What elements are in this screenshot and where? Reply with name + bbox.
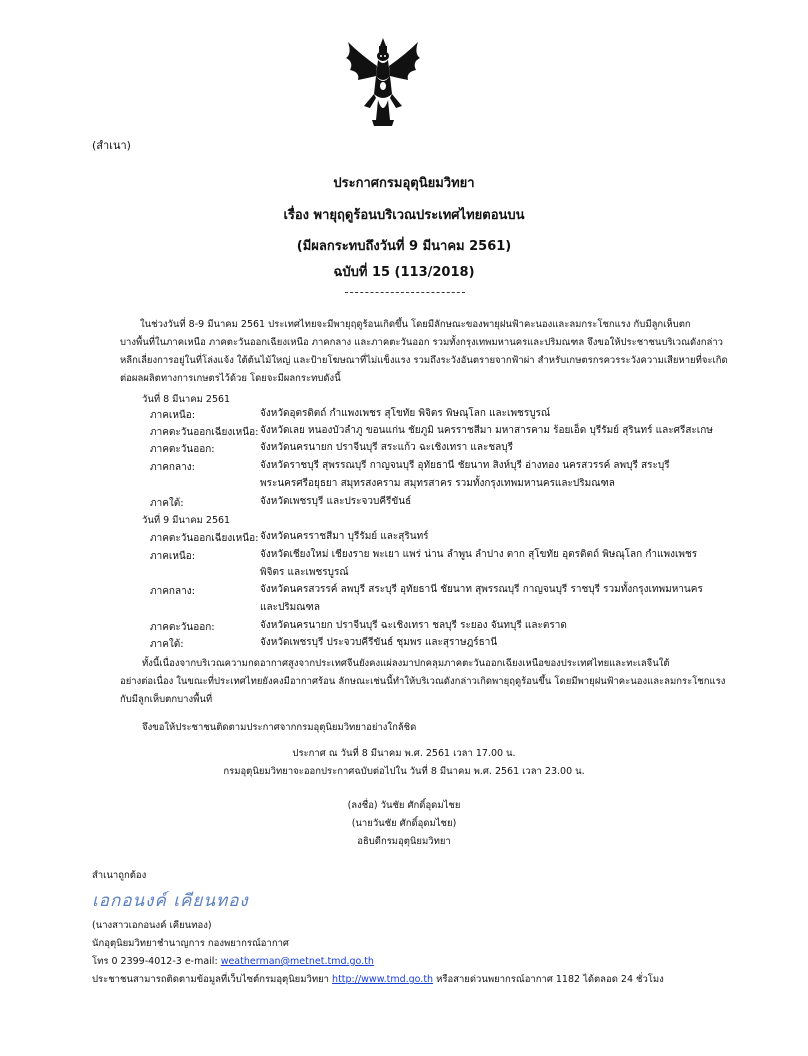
region-label: ภาคตะวันออก: bbox=[150, 444, 215, 455]
announce-date: ประกาศ ณ วันที่ 8 มีนาคม พ.ศ. 2561 เวลา 17.00 น. bbox=[292, 748, 516, 759]
province-list: จังหวัดราชบุรี สุพรรณบุรี กาญจนบุรี อุทัยธานี ชัยนาท สิงห์บุรี อ่างทอง นครสวรรค์ ลพบุรี สระบุรี bbox=[260, 460, 670, 471]
closing-line: อย่างต่อเนื่อง ในขณะที่ประเทศไทยยังคงมีอากาศร้อน ลักษณะเช่นนี้ทำให้บริเวณดังกล่าวเกิดพายุฤดูร้อนขึ้น โดยมีพายุฝนฟ้าคะนองและลมกระโชกแรง bbox=[120, 676, 726, 687]
closing-line: ทั้งนี้เนื่องจากบริเวณความกดอากาศสูงจากประเทศจีนยังคงแผ่ลงมาปกคลุมภาคตะวันออกเฉียงเหนือของประเทศไทยและทะเลจีนใต้ bbox=[142, 658, 670, 669]
region-label: ภาคตะวันออกเฉียงเหนือ: bbox=[150, 427, 259, 438]
closing-paragraph bbox=[120, 655, 726, 709]
phone-text: โทร 0 2399-4012-3 e-mail: bbox=[92, 956, 221, 967]
day2-date: วันที่ 9 มีนาคม 2561 bbox=[142, 515, 231, 526]
province-list: จังหวัดนครราชสีมา บุรีรัมย์ และสุรินทร์ bbox=[260, 531, 429, 542]
province-list: จังหวัดเพชรบุรี ประจวบคีรีขันธ์ ชุมพร และสุราษฎร์ธานี bbox=[260, 637, 498, 648]
advice-text: จึงขอให้ประชาชนติดตามประกาศจากกรมอุตุนิยมวิทยาอย่างใกล้ชิด bbox=[142, 722, 417, 733]
intro-line: หลีกเลี่ยงการอยู่ในที่โล่งแจ้ง ใต้ต้นไม้ใหญ่ และป้ายโฆษณาที่ไม่แข็งแรง รวมถึงระวังอันตรายจากฟ้าผ่า สำหรับเกษตรกรควรระวังความเสียหายที่จะเกิด bbox=[120, 355, 728, 366]
website-prefix: ประชาชนสามารถติดตามข้อมูลที่เว็บไซต์กรมอุตุนิยมวิทยา bbox=[92, 974, 333, 985]
province-list: จังหวัดเพชรบุรี และประจวบคีรีขันธ์ bbox=[260, 496, 412, 507]
province-list: พิจิตร และเพชรบูรณ์ bbox=[260, 567, 349, 578]
announcement-subject: เรื่อง พายุฤดูร้อนบริเวณประเทศไทยตอนบน bbox=[283, 208, 525, 223]
region-label: ภาคใต้: bbox=[150, 498, 184, 509]
announcement-title: ประกาศกรมอุตุนิยมวิทยา bbox=[333, 176, 475, 191]
officer-name: (นางสาวเอกอนงค์ เคียนทอง) bbox=[92, 920, 212, 931]
province-list: จังหวัดเชียงใหม่ เชียงราย พะเยา แพร่ น่าน ลำพูน ลำปาง ตาก สุโขทัย อุตรดิตถ์ พิษณุโลก กำแพงเพชร bbox=[260, 549, 698, 560]
province-list: จังหวัดอุตรดิตถ์ กำแพงเพชร สุโขทัย พิจิตร พิษณุโลก และเพชรบูรณ์ bbox=[260, 408, 551, 419]
region-label: ภาคตะวันออก: bbox=[150, 622, 215, 633]
intro-line: ต่อผลผลิตทางการเกษตรไว้ด้วย โดยจะมีผลกระทบดังนี้ bbox=[120, 373, 341, 384]
signed-line: (ลงชื่อ) วันชัย ศักดิ์อุดมไชย bbox=[347, 800, 461, 811]
intro-line: ในช่วงวันที่ 8-9 มีนาคม 2561 ประเทศไทยจะมีพายุฤดูร้อนเกิดขึ้น โดยมีลักษณะของพายุฝนฟ้าคะนองและลมกระโชกแรง กับมีลูกเห็บตก bbox=[140, 319, 691, 330]
separator-line bbox=[345, 292, 465, 293]
handwritten-signature: เอกอนงค์ เคียนทอง bbox=[92, 891, 249, 911]
closing-line: กับมีลูกเห็บตกบางพื้นที่ bbox=[120, 694, 213, 705]
signatory-position: อธิบดีกรมอุตุนิยมวิทยา bbox=[357, 836, 451, 847]
region-label: ภาคกลาง: bbox=[150, 462, 195, 473]
website-suffix: หรือสายด่วนพยากรณ์อากาศ 1182 ได้ตลอด 24 ชั่วโมง bbox=[433, 974, 664, 985]
region-label: ภาคกลาง: bbox=[150, 586, 195, 597]
website-link[interactable]: http://www.tmd.go.th bbox=[332, 974, 434, 985]
contact-line bbox=[92, 954, 374, 969]
region-label: ภาคตะวันออกเฉียงเหนือ: bbox=[150, 533, 259, 544]
province-list: จังหวัดนครสวรรค์ ลพบุรี สระบุรี อุทัยธานี ชัยนาท สุพรรณบุรี กาญจนบุรี ราชบุรี รวมทั้งกรุงเทพมหานคร bbox=[260, 584, 703, 595]
province-list: จังหวัดนครนายก ปราจีนบุรี ฉะเชิงเทรา ชลบุรี ระยอง จันทบุรี และตราด bbox=[260, 620, 567, 631]
day1-date: วันที่ 8 มีนาคม 2561 bbox=[142, 394, 231, 405]
region-label: ภาคเหนือ: bbox=[150, 410, 196, 421]
province-list: และปริมณฑล bbox=[260, 602, 320, 613]
effective-date: (มีผลกระทบถึงวันที่ 9 มีนาคม 2561) bbox=[296, 239, 512, 254]
copy-label: (สำเนา) bbox=[92, 139, 131, 152]
garuda-emblem bbox=[342, 36, 424, 128]
intro-paragraph bbox=[120, 316, 728, 388]
website-line bbox=[92, 972, 664, 987]
certified-copy-label: สำเนาถูกต้อง bbox=[92, 870, 147, 881]
province-list: พระนครศรีอยุธยา สมุทรสงคราม สมุทรสาคร รวมทั้งกรุงเทพมหานครและปริมณฑล bbox=[260, 478, 615, 489]
officer-title: นักอุตุนิยมวิทยาชำนาญการ กองพยากรณ์อากาศ bbox=[92, 938, 289, 949]
province-list: จังหวัดนครนายก ปราจีนบุรี สระแก้ว ฉะเชิงเทรา และชลบุรี bbox=[260, 442, 513, 453]
signatory-name: (นายวันชัย ศักดิ์อุดมไชย) bbox=[351, 818, 457, 829]
email-link[interactable]: weatherman@metnet.tmd.go.th bbox=[220, 956, 374, 967]
issue-number: ฉบับที่ 15 (113/2018) bbox=[333, 265, 475, 280]
region-label: ภาคใต้: bbox=[150, 639, 184, 650]
region-label: ภาคเหนือ: bbox=[150, 551, 196, 562]
intro-line: บางพื้นที่ในภาคเหนือ ภาคตะวันออกเฉียงเหนือ ภาคกลาง และภาคตะวันออก รวมทั้งกรุงเทพมหานครและปริมณฑล จึงขอให้ประชาชนบริเวณดังกล่าว bbox=[120, 337, 724, 348]
next-announcement: กรมอุตุนิยมวิทยาจะออกประกาศฉบับต่อไปใน วันที่ 8 มีนาคม พ.ศ. 2561 เวลา 23.00 น. bbox=[223, 766, 585, 777]
province-list: จังหวัดเลย หนองบัวลำภู ขอนแก่น ชัยภูมิ นครราชสีมา มหาสารคาม ร้อยเอ็ด บุรีรัมย์ สุรินทร์ และศรีสะเกษ bbox=[260, 425, 713, 436]
